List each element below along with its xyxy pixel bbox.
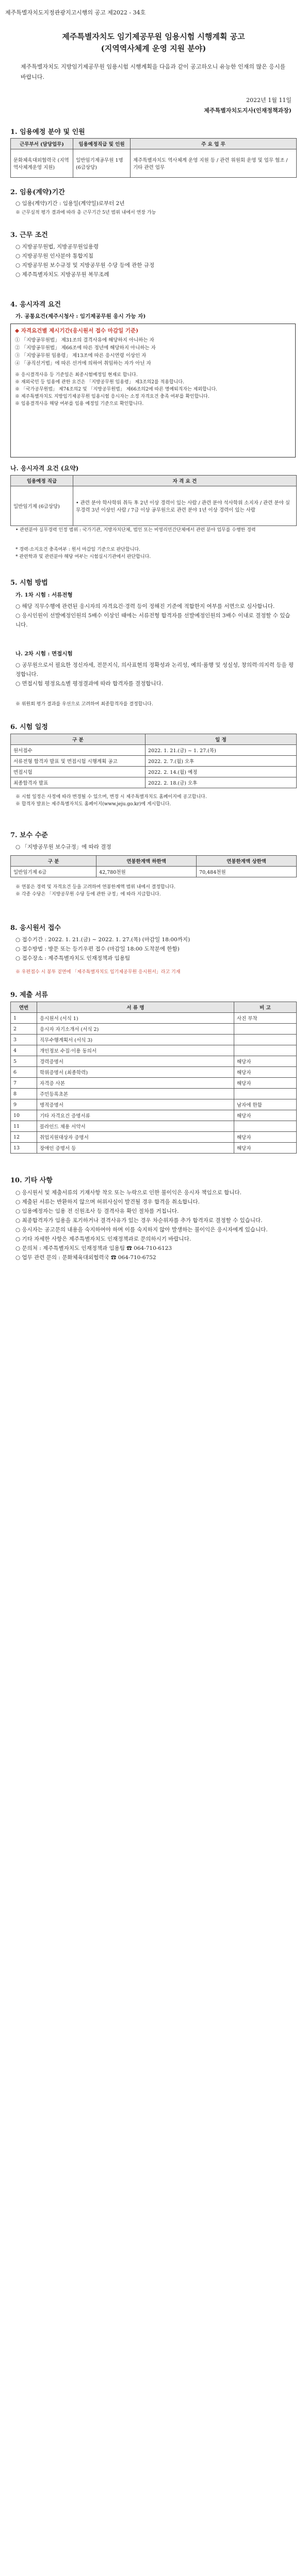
- cell-no: 11: [11, 1121, 37, 1132]
- cell-no: 13: [11, 1143, 37, 1154]
- section-5-title: 5. 시험 방법: [10, 579, 48, 587]
- cell-doc: 개인정보 수집·이용 동의서: [37, 1045, 234, 1056]
- table-row: [11, 1089, 297, 1099]
- header-grade: 임용예정 직급: [11, 476, 73, 486]
- detail-line: ※ 재외국민 등 임용에 관한 요건은 「지방공무원 임용령」 제3조의2를 적용합니다.: [15, 380, 184, 385]
- exam-note: ※ 위원회 평가 결과를 우선으로 고려하여 최종합격자를 결정합니다.: [15, 702, 153, 707]
- cell-no: 7: [11, 1078, 37, 1089]
- cell-no: 1: [11, 1013, 37, 1024]
- exam-line: ○ 공무원으로서 필요한 정신자세, 전문지식, 의사표현의 정확성과 논리성, 예의·품행 및 성실성, 창의력·의지력 등을 평정합니다.: [15, 662, 294, 677]
- section-1-title: 1. 임용예정 분야 및 인원: [10, 128, 85, 136]
- exam-stage-2: 나. 2차 시험 : 면접시험: [15, 651, 73, 657]
- cell-remark: [234, 1089, 297, 1099]
- section-3-title: 3. 근무 조건: [10, 231, 48, 239]
- announcement-date: 2022년 1월 11일: [246, 97, 292, 104]
- signer: 제주특별자치도지사(인재정책과장): [204, 107, 292, 114]
- documents-table: [10, 1002, 297, 1154]
- cell-date: 2022. 1. 21.(금) ~ 1. 27.(목): [146, 745, 297, 756]
- cell-no: 6: [11, 1067, 37, 1078]
- document-number: 제주특별자치도지정관광지고시행의 공고 제2022 - 34호: [5, 9, 146, 16]
- header-max: 연봉한계액 상한액: [197, 856, 297, 867]
- title-box: [15, 31, 292, 54]
- cell-remark: 해당자: [234, 1143, 297, 1154]
- cell-no: 4: [11, 1045, 37, 1056]
- cell-dept: 문화체육대외협력국 (지역역사체계운영 지원): [11, 149, 73, 178]
- salary-table: [10, 855, 297, 877]
- section-6-title: 6. 시험 일정: [10, 723, 48, 731]
- extra-line: * 관련학과 및 관련분야 해당 여부는 시험실시기관에서 판단합니다.: [15, 554, 151, 560]
- detail-line: ※ 제주특별자치도 지방임기제공무원 임용시험 응시자는 소정 자격요건 충족 여부를 확인합니다.: [15, 394, 209, 399]
- cell-duty: 제주특별자치도 역사체계 운영 지원 등 / 관련 위원회 운영 및 업무 협조 / 기타 관련 업무: [131, 149, 297, 178]
- application-lines: [15, 935, 294, 963]
- condition-item: ○ 지방공무원 인사분야 통합지침: [15, 253, 94, 259]
- header-stage: 구 분: [11, 734, 146, 745]
- intro-text: 제주특별자치도 지방임기제공무원 임용시험 시행계획을 다음과 같이 공고하오니 유능한 인재의 많은 응시를 바랍니다.: [21, 63, 286, 80]
- condition-item: ○ 지방공무원법, 지방공무원임용령: [15, 244, 99, 250]
- cell-stage: 최종합격자 발표: [11, 777, 146, 788]
- cell-grade: 일반임기제 6급: [11, 867, 96, 877]
- cell-doc: 기타 자격요건 증명서류: [37, 1110, 234, 1121]
- positions-table: [10, 138, 297, 178]
- table-row: [11, 149, 297, 178]
- header-no: 연번: [11, 1002, 37, 1013]
- cell-date: 2022. 2. 7.(월) 오후: [146, 756, 297, 767]
- cell-doc: 응시자 자기소개서 (서식 2): [37, 1024, 234, 1035]
- cell-date: 2022. 2. 18.(금) 오후: [146, 777, 297, 788]
- cell-remark: 남자에 한함: [234, 1099, 297, 1110]
- cell-min: 42,780천원: [96, 867, 197, 877]
- header-doc: 서 류 명: [37, 1002, 234, 1013]
- cell-remark: 해당자: [234, 1078, 297, 1089]
- cell-grade: 일반임기제공무원 1명 (6급상당): [73, 149, 131, 178]
- table-row: [11, 1045, 297, 1056]
- page-subtitle: (지역역사체계 운영 지원 분야): [101, 44, 206, 53]
- cell-doc: 직무수행계획서 (서식 3): [37, 1035, 234, 1045]
- table-row: [11, 1110, 297, 1121]
- application-line: ○ 접수장소 : 제주특별자치도 인재정책과 임용팀: [15, 955, 131, 961]
- header-duty: 주 요 업 무: [131, 139, 297, 149]
- cell-no: 5: [11, 1056, 37, 1067]
- header-remark: 비 고: [234, 1002, 297, 1013]
- cell-doc: 병적증명서: [37, 1099, 234, 1110]
- salary-text: ○ 「지방공무원 보수규정」에 따라 결정: [15, 844, 111, 850]
- cell-doc: 자격증 사본: [37, 1078, 234, 1089]
- salary-note: ※ 연봉은 경력 및 자격요건 등을 고려하여 연봉한계액 범위 내에서 결정합니다.: [15, 885, 175, 890]
- cell-remark: 해당자: [234, 1067, 297, 1078]
- table-row: [11, 1056, 297, 1067]
- table-row: [11, 1143, 297, 1154]
- qualification-table: [10, 475, 297, 526]
- cell-no: 3: [11, 1035, 37, 1045]
- cell-no: 8: [11, 1089, 37, 1099]
- cell-remark: 해당자: [234, 1110, 297, 1121]
- cell-doc: 취업지원대상자 증명서: [37, 1132, 234, 1143]
- cell-remark: 해당자: [234, 1132, 297, 1143]
- page-title: 제주특별자치도 임기제공무원 임용시험 시행계획 공고: [62, 32, 245, 41]
- section-7-title: 7. 보수 수준: [10, 832, 48, 839]
- cell-no: 9: [11, 1099, 37, 1110]
- notice-heading: ◆ 자격요건별 제시기간(응시원서 접수 마감일 기준): [15, 328, 139, 334]
- table-row: [11, 767, 297, 777]
- detail-line: ※ 「국가공무원법」 제74조의2 및 「지방공무원법」 제66조의2에 따른 명예퇴직자는 제외합니다.: [15, 387, 218, 392]
- cell-no: 10: [11, 1110, 37, 1121]
- cell-doc: 경력증명서: [37, 1056, 234, 1067]
- exam-stage-1: 가. 1차 시험 : 서류전형: [15, 592, 73, 598]
- table-row: [11, 756, 297, 767]
- table-row: [11, 486, 297, 526]
- work-conditions: [15, 242, 294, 279]
- table-row: [11, 1024, 297, 1035]
- other-notes: [15, 1188, 294, 1262]
- exam-stage-2-lines: [15, 660, 294, 688]
- other-line: ○ 응시자는 공고문의 내용을 숙지하여야 하며 이를 숙지하지 않아 발생하는 불이익은 응시자에게 있습니다.: [15, 1227, 268, 1233]
- cell-no: 12: [11, 1132, 37, 1143]
- cell-doc: 블라인드 채용 서약서: [37, 1121, 234, 1132]
- exam-line: ○ 해당 직무수행에 관련된 응시자의 자격요건·경력 등이 정해진 기준에 적합한지 여부를 서면으로 심사합니다.: [15, 603, 275, 609]
- condition-item: ○ 제주특별자치도 지방공무원 복무조례: [15, 272, 109, 278]
- cell-stage: 면접시험: [11, 767, 146, 777]
- table-row: [11, 745, 297, 756]
- cell-stage: 서류전형 합격자 발표 및 면접시험 시행계획 공고: [11, 756, 146, 767]
- cell-max: 70,484천원: [197, 867, 297, 877]
- table-row: [11, 1132, 297, 1143]
- application-note: ※ 우편접수 시 봉투 겉면에 「제주특별자치도 임기제공무원 응시원서」라고 기재: [15, 970, 181, 975]
- exam-line: ○ 응시인원이 선발예정인원의 5배수 이상인 때에는 서류전형 합격자를 선발예정인원의 3배수 이내로 결정할 수 있습니다.: [15, 613, 290, 628]
- other-line: ○ 업무 관련 문의 : 문화체육대외협력국 ☎ 064-710-6752: [15, 1255, 156, 1261]
- notice-line: ④ 「공직선거법」에 따른 선거에 의하여 취임하는 자가 아닌 자: [15, 361, 151, 366]
- section-2-title: 2. 임용(계약)기간: [10, 189, 65, 196]
- contract-note: ※ 근무실적 평가 결과에 따라 총 근무기간 5년 범위 내에서 연장 가능: [15, 210, 156, 215]
- table-row: [11, 1013, 297, 1024]
- other-line: ○ 기타 자세한 사항은 제주특별자치도 인재정책과로 문의하시기 바랍니다.: [15, 1236, 191, 1242]
- section-8-title: 8. 응시원서 접수: [10, 924, 61, 932]
- salary-note: ※ 각종 수당은 「지방공무원 수당 등에 관한 규정」에 따라 지급합니다.: [15, 892, 161, 897]
- cell-remark: [234, 1045, 297, 1056]
- header-date: 일 정: [146, 734, 297, 745]
- header-min: 연봉한계액 하한액: [96, 856, 197, 867]
- application-line: ○ 접수기간 : 2022. 1. 21.(금) ~ 2022. 1. 27.(목) (마감일 18:00까지): [15, 937, 190, 943]
- table-row: [11, 1099, 297, 1110]
- other-line: ○ 응시원서 및 제출서류의 기재사항 착오 또는 누락으로 인한 불이익은 응시자 책임으로 합니다.: [15, 1190, 241, 1196]
- header-requirement: 자 격 요 건: [73, 476, 297, 486]
- section-4-subtitle: 가. 공통요건(제주시청사 : 임기제공무원 응시 가능 자): [15, 313, 146, 319]
- detail-line: ※ 응시결격사유 등 기준일은 최종시험예정일 현재로 합니다.: [15, 372, 138, 378]
- other-line: ○ 제출된 서류는 반환하지 않으며 허위사실이 발견될 경우 합격을 취소합니다.: [15, 1199, 200, 1205]
- cell-doc: 응시원서 (서식 1): [37, 1013, 234, 1024]
- cell-remark: 사진 부착: [234, 1013, 297, 1024]
- cell-no: 2: [11, 1024, 37, 1035]
- notice-line: ① 「지방공무원법」 제31조의 결격사유에 해당하지 아니하는 자: [15, 337, 154, 343]
- contract-period: ○ 임용(계약)기간 : 임용일(계약일)로부터 2년: [15, 200, 125, 207]
- exam-line: ○ 면접시험 평정요소별 평정결과에 따라 합격자를 결정합니다.: [15, 681, 164, 687]
- qualification-note: • 관련분야 실무경력 인정 범위 : 국가기관, 지방자치단체, 법인 또는 비영리민간단체에서 관련 분야 업무를 수행한 경력: [15, 528, 256, 533]
- section-10-title: 10. 기타 사항: [10, 1177, 53, 1184]
- cell-remark: [234, 1024, 297, 1035]
- extra-line: * 경력·소지요건 충족여부 : 원서 마감일 기준으로 판단합니다.: [15, 547, 140, 552]
- schedule-note: ※ 합격자 발표는 제주특별자치도 홈페이지(www.jeju.go.kr)에 게시합니다.: [15, 802, 171, 807]
- cell-date: 2022. 2. 14.(월) 예정: [146, 767, 297, 777]
- cell-doc: 장애인 증명서 등: [37, 1143, 234, 1154]
- other-line: ○ 임용예정자는 임용 전 신원조사 등 결격사유 확인 절차를 거칩니다.: [15, 1208, 179, 1214]
- other-line: ○ 문의처 : 제주특별자치도 인재정책과 임용팀 ☎ 064-710-6123: [15, 1245, 172, 1251]
- salary-notes: [15, 884, 294, 898]
- qualification-extra: [15, 546, 294, 561]
- table-row: [11, 1121, 297, 1132]
- cell-grade: 일반임기제 (6급상당): [11, 486, 73, 526]
- cell-requirement: • 관련 분야 학사학위 취득 후 2년 이상 경력이 있는 사람 / 관련 분야 석사학위 소지자 / 관련 분야 실무경력 3년 이상인 사람 / 7급 이상 공무원으로 관련 분야 1년 이상 경력이 있는 사람: [73, 486, 297, 526]
- other-line: ○ 최종합격자가 임용을 포기하거나 결격사유가 있는 경우 차순위자를 추가 합격자로 결정할 수 있습니다.: [15, 1217, 263, 1224]
- section-4b-title: 나. 응시자격 요건 (요약): [10, 465, 79, 472]
- cell-remark: [234, 1035, 297, 1045]
- cell-doc: 주민등록초본: [37, 1089, 234, 1099]
- table-row: [11, 1035, 297, 1045]
- notice-line: ② 「지방공무원법」 제66조에 따른 정년에 해당하지 아니하는 자: [15, 345, 156, 351]
- schedule-notes: [15, 793, 294, 808]
- cell-stage: 원서접수: [11, 745, 146, 756]
- table-row: [11, 1078, 297, 1089]
- schedule-table: [10, 734, 297, 788]
- header-grade: 구 분: [11, 856, 96, 867]
- condition-item: ○ 지방공무원 보수규정 및 지방공무원 수당 등에 관한 규정: [15, 262, 155, 268]
- section-9-title: 9. 제출 서류: [10, 991, 48, 999]
- section-4-title: 4. 응시자격 요건: [10, 301, 61, 309]
- table-row: [11, 867, 297, 877]
- header-dept: 근무부서 (담당업무): [11, 139, 73, 149]
- cell-doc: 학위증명서 (최종학력): [37, 1067, 234, 1078]
- application-line: ○ 접수방법 : 방문 또는 등기우편 접수 (마감일 18:00 도착분에 한함): [15, 946, 180, 952]
- cell-remark: 해당자: [234, 1056, 297, 1067]
- eligibility-notice: [10, 324, 296, 457]
- header-grade: 임용예정직급 및 인원: [73, 139, 131, 149]
- detail-line: ※ 임용결격사유 해당 여부를 임용 예정일 기준으로 확인합니다.: [15, 401, 144, 406]
- table-row: [11, 1067, 297, 1078]
- cell-remark: [234, 1121, 297, 1132]
- table-row: [11, 777, 297, 788]
- schedule-note: ※ 시험 일정은 사정에 따라 변경될 수 있으며, 변경 시 제주특별자치도 홈페이지에 공고합니다.: [15, 794, 207, 800]
- exam-stage-1-lines: [15, 602, 294, 630]
- notice-line: ③ 「지방공무원 임용령」 제13조에 따른 응시연령 이상인 자: [15, 353, 147, 359]
